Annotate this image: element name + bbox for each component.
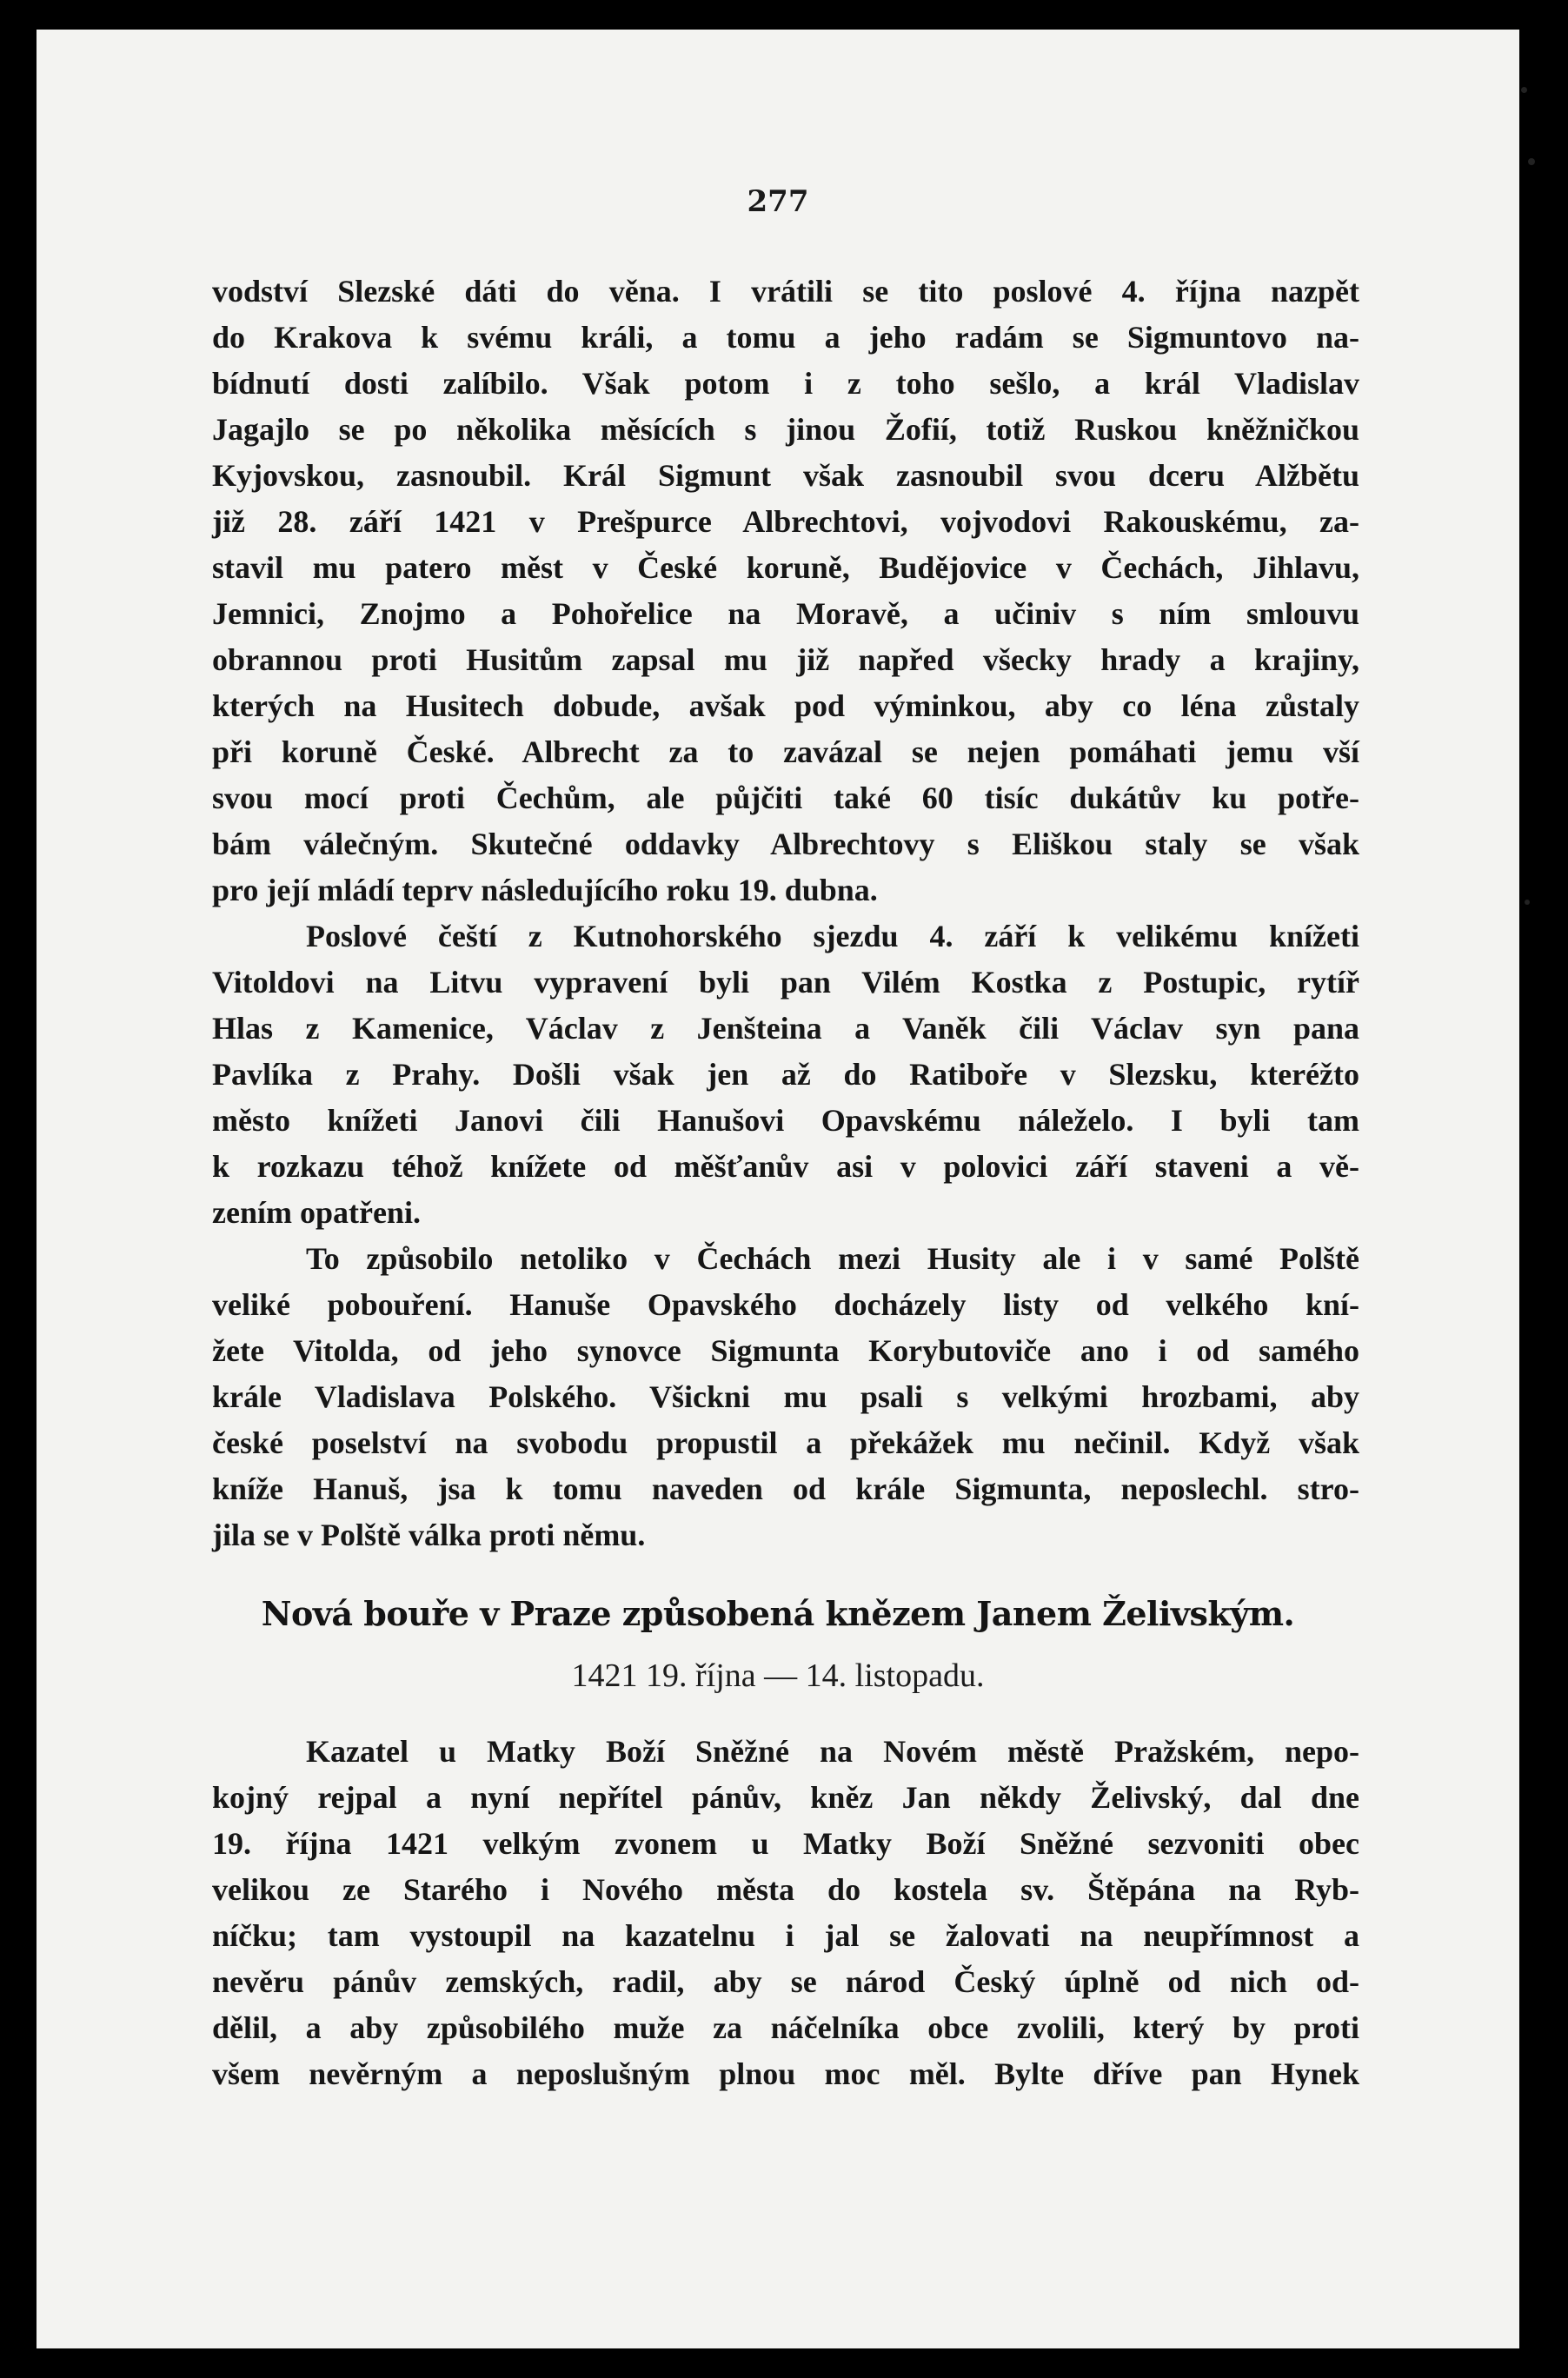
page-number: 277 (747, 184, 809, 219)
text-line: Kyjovskou, zasnoubil. Král Sigmunt však zasnoubil svou dceru Alžbětu (212, 458, 1359, 493)
text-line: bídnutí dosti zalíbilo. Však potom i z toho sešlo, a král Vladislav (212, 366, 1359, 401)
margin-speck (1521, 87, 1527, 93)
text-line: kterých na Husitech dobude, avšak pod výminkou, aby co léna zůstaly (212, 688, 1359, 723)
text-line: To způsobilo netoliko v Čechách mezi Husity ale i v samé Polště (306, 1241, 1359, 1276)
text-line: všem nevěrným a neposlušným plnou moc měl. Bylte dříve pan Hynek (212, 2056, 1359, 2091)
text-line: zením opatřeni. (212, 1195, 421, 1230)
text-line: krále Vladislava Polského. Všickni mu psali s velkými hrozbami, aby (212, 1379, 1359, 1414)
text-line: stavil mu patero měst v České koruně, Budějovice v Čechách, Jihlavu, (212, 550, 1359, 585)
text-line: Jagajlo se po několika měsících s jinou Žofií, totiž Ruskou kněžničkou (212, 412, 1359, 447)
text-line: k rozkazu téhož knížete od měšťanův asi v polovici září staveni a vě- (212, 1149, 1359, 1184)
text-line: svou mocí proti Čechům, ale půjčiti také 60 tisíc dukátův ku potře- (212, 780, 1359, 815)
book-page (37, 30, 1519, 2348)
text-line: již 28. září 1421 v Prešpurce Albrechtovi, vojvodovi Rakouskému, za- (212, 504, 1359, 539)
margin-speck (1525, 900, 1530, 905)
text-line: jila se v Polště válka proti němu. (212, 1518, 646, 1552)
text-line: 19. října 1421 velkým zvonem u Matky Boží Sněžné sezvoniti obec (212, 1826, 1359, 1861)
section-date-range: 1421 19. října — 14. listopadu. (571, 1657, 985, 1694)
text-line: bám válečným. Skutečné oddavky Albrechtovy s Eliškou staly se však (212, 827, 1359, 861)
text-line: kojný rejpal a nyní nepřítel pánův, kněz Jan někdy Želivský, dal dne (212, 1780, 1359, 1815)
margin-speck (1528, 158, 1535, 165)
text-line: veliké pobouření. Hanuše Opavského docházely listy od velkého kní- (212, 1287, 1359, 1322)
text-line: město knížeti Janovi čili Hanušovi Opavskému náleželo. I byli tam (212, 1103, 1359, 1138)
text-line: obrannou proti Husitům zapsal mu již napřed všecky hrady a krajiny, (212, 642, 1359, 677)
text-line: níčku; tam vystoupil na kazatelnu i jal se žalovati na neupřímnost a (212, 1918, 1359, 1953)
text-line: velikou ze Starého i Nového města do kostela sv. Štěpána na Ryb- (212, 1872, 1359, 1907)
text-line: při koruně České. Albrecht za to zavázal se nejen pomáhati jemu vší (212, 734, 1359, 769)
text-line: nevěru pánův zemských, radil, aby se národ Český úplně od nich od- (212, 1964, 1359, 1999)
paragraph-alliances (212, 269, 1359, 1558)
text-line: vodství Slezské dáti do věna. I vrátili se tito poslové 4. října nazpět (212, 274, 1359, 309)
text-line: Poslové čeští z Kutnohorského sjezdu 4. září k velikému knížeti (306, 919, 1359, 953)
text-line: do Krakova k svému králi, a tomu a jeho radám se Sigmuntovo na- (212, 320, 1359, 355)
text-line: kníže Hanuš, jsa k tomu naveden od krále Sigmunta, neposlechl. stro- (212, 1471, 1359, 1506)
text-line: Kazatel u Matky Boží Sněžné na Novém městě Pražském, nepo- (306, 1734, 1359, 1769)
text-line: české poselství na svobodu propustil a překážek mu nečinil. Když však (212, 1425, 1359, 1460)
text-line: dělil, a aby způsobilého muže za náčelníka obce zvolili, který by proti (212, 2010, 1359, 2045)
text-line: Vitoldovi na Litvu vypravení byli pan Vilém Kostka z Postupic, rytíř (212, 965, 1359, 1000)
section-heading: Nová bouře v Praze způsobená knězem Janem Želivským. (261, 1594, 1295, 1633)
text-line: Pavlíka z Prahy. Došli však jen až do Ratiboře v Slezsku, kteréžto (212, 1057, 1359, 1092)
text-line: žete Vitolda, od jeho synovce Sigmunta Korybutoviče ano i od samého (212, 1333, 1359, 1368)
text-line: Hlas z Kamenice, Václav z Jenšteina a Vaněk čili Václav syn pana (212, 1011, 1359, 1046)
text-line: Jemnici, Znojmo a Pohořelice na Moravě, a učiniv s ním smlouvu (212, 596, 1359, 631)
text-line: pro její mládí teprv následujícího roku 19. dubna. (212, 873, 878, 907)
paragraph-zelivsky (212, 1729, 1359, 2097)
